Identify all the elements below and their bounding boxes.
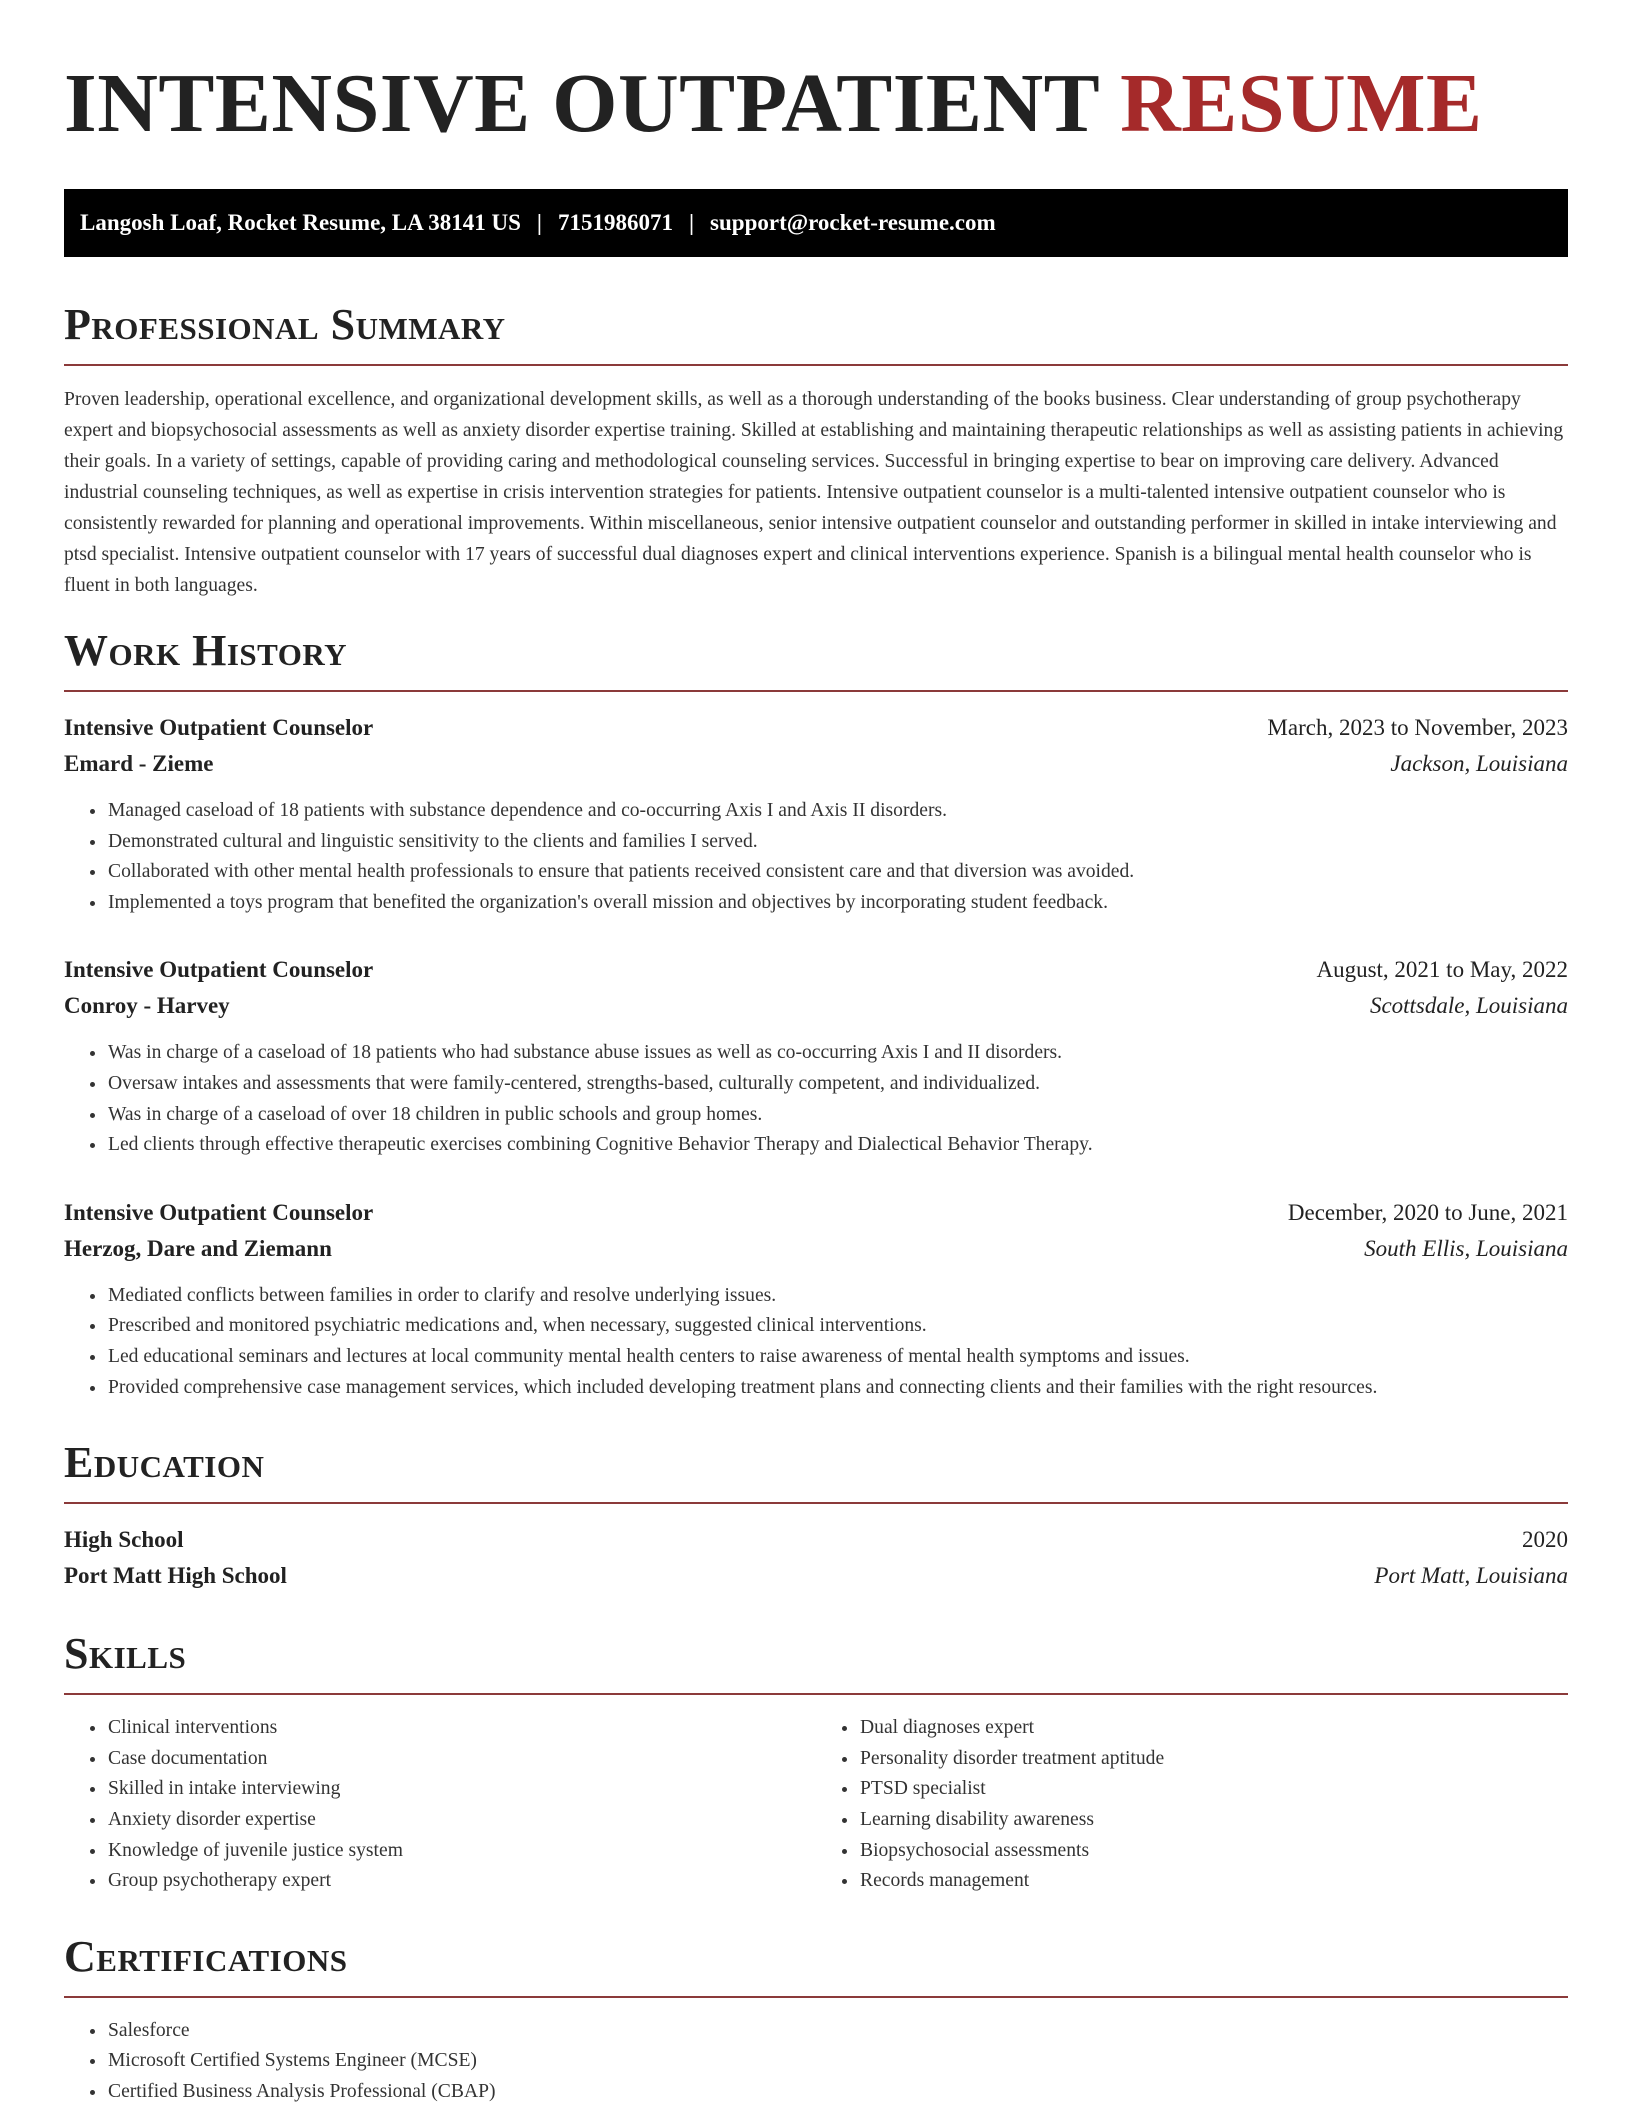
job-bullet: • Was in charge of a caseload of 18 patients who had substance abuse issues as well as co-occurring Axis I and II disorders.: [107, 1038, 1568, 1069]
skill-item: • Anxiety disorder expertise: [107, 1805, 816, 1836]
job-company: Conroy - Harvey: [64, 993, 230, 1019]
contact-bar: [64, 189, 1568, 257]
contact-separator: |: [688, 210, 695, 235]
job-title: Intensive Outpatient Counselor: [64, 715, 374, 740]
skill-item: • Skilled in intake interviewing: [107, 1774, 816, 1805]
contact-separator: |: [536, 210, 542, 235]
job-bullet: • Prescribed and monitored psychiatric medications and, when necessary, suggested clinical interventions.: [107, 1311, 1568, 1342]
skill-item: • Dual diagnoses expert: [859, 1713, 1568, 1744]
education-year: 2020: [1522, 1527, 1568, 1553]
job-company-row: [64, 746, 1568, 782]
title-accent: RESUME: [1120, 57, 1483, 150]
skill-item: • Case documentation: [107, 1744, 816, 1775]
job-header-row: [64, 710, 1568, 746]
job-bullet: • Oversaw intakes and assessments that were family-centered, strengths-based, culturally competent, and individualized.: [107, 1069, 1568, 1100]
education-school: Port Matt High School: [64, 1563, 287, 1589]
job-bullet: • Mediated conflicts between families in order to clarify and resolve underlying issues.: [107, 1281, 1568, 1312]
resume-title: [64, 58, 1568, 150]
education-heading: Education: [64, 1438, 265, 1488]
education-school-row: [64, 1558, 1568, 1594]
job-bullet: • Provided comprehensive case management services, which included developing treatment plans and connecting clients and their families with the right resources.: [107, 1373, 1568, 1404]
job-entry: [64, 1195, 1568, 1403]
job-company: Emard - Zieme: [64, 751, 214, 776]
skills-list-left: [64, 1713, 816, 1897]
job-dates: March, 2023 to November, 2023: [1267, 715, 1568, 740]
job-bullets: [64, 796, 1568, 918]
job-header-row: [64, 952, 1568, 988]
job-dates: December, 2020 to June, 2021: [1287, 1199, 1568, 1225]
section-divider: [64, 1996, 1568, 1998]
skill-item: • Clinical interventions: [107, 1713, 816, 1744]
skill-item: • Biopsychosocial assessments: [859, 1836, 1568, 1867]
education-location: Port Matt, Louisiana: [1374, 1563, 1568, 1589]
skill-item: • Personality disorder treatment aptitude: [859, 1744, 1568, 1775]
skill-item: • Records management: [859, 1866, 1568, 1897]
job-company: Herzog, Dare and Ziemann: [64, 1235, 332, 1261]
section-divider: [64, 1502, 1568, 1504]
job-bullet: • Led educational seminars and lectures at local community mental health centers to raise awareness of mental health symptoms and issues.: [107, 1342, 1568, 1373]
certifications-list: [64, 2016, 1568, 2108]
contact-phone: 7151986071: [557, 210, 673, 235]
job-bullet: • Demonstrated cultural and linguistic sensitivity to the clients and families I served.: [107, 827, 1568, 858]
certification-item: • Certified Business Analysis Professional (CBAP): [107, 2077, 1568, 2108]
certifications-heading: Certifications: [64, 1931, 348, 1981]
job-company-row: [64, 1231, 1568, 1267]
job-bullet: • Led clients through effective therapeutic exercises combining Cognitive Behavior Therapy and Dialectical Behavior Therapy.: [107, 1130, 1568, 1161]
job-bullet: • Managed caseload of 18 patients with substance dependence and co-occurring Axis I and Axis II disorders.: [107, 796, 1568, 827]
skill-item: • Group psychotherapy expert: [107, 1866, 816, 1897]
job-location: Scottsdale, Louisiana: [1369, 993, 1568, 1019]
job-bullet: • Implemented a toys program that benefited the organization's overall mission and objectives by incorporating student feedback.: [107, 888, 1568, 919]
education-header-row: [64, 1522, 1568, 1558]
job-entry: [64, 952, 1568, 1160]
skill-item: • Learning disability awareness: [859, 1805, 1568, 1836]
job-bullet: • Collaborated with other mental health professionals to ensure that patients received consistent care and that diversion was avoided.: [107, 857, 1568, 888]
section-divider: [64, 364, 1568, 366]
job-location: South Ellis, Louisiana: [1364, 1235, 1568, 1261]
summary-text: Proven leadership, operational excellence, and organizational development skills, as well as a thorough understanding of the books business. Clear understanding of group psychotherapy expert and biopsychosocial assessments as well as anxiety disorder expertise training. Skilled at establishing and maintaining therapeutic relationships as well as assisting patients in achieving their goals. In a variety of settings, capable of providing caring and methodological counseling services. Successful in bringing expertise to bear on improving care delivery. Advanced industrial counseling techniques, as well as expertise in crisis intervention strategies for patients. Intensive outpatient counselor is a multi-talented intensive outpatient counselor who is consistently rewarded for planning and operational improvements. Within miscellaneous, senior intensive outpatient counselor and outstanding performer in skilled in intake interviewing and ptsd specialist. Intensive outpatient counselor with 17 years of successful dual diagnoses expert and clinical interventions experience. Spanish is a bilingual mental health counselor who is fluent in both languages.: [64, 389, 1564, 596]
job-header-row: [64, 1195, 1568, 1231]
job-bullets: [64, 1038, 1568, 1160]
contact-email: support@rocket-resume.com: [710, 210, 996, 235]
job-bullets: [64, 1281, 1568, 1403]
work-history-heading: Work History: [64, 626, 348, 675]
skill-item: • PTSD specialist: [859, 1774, 1568, 1805]
job-entry: [64, 710, 1568, 918]
certification-item: • Microsoft Certified Systems Engineer (MCSE): [107, 2046, 1568, 2077]
job-company-row: [64, 988, 1568, 1024]
job-location: Jackson, Louisiana: [1390, 751, 1568, 776]
skill-item: • Knowledge of juvenile justice system: [107, 1836, 816, 1867]
section-divider: [64, 690, 1568, 692]
section-divider: [64, 1693, 1568, 1695]
title-main: INTENSIVE OUTPATIENT: [64, 57, 1099, 150]
skills-heading: Skills: [64, 1629, 187, 1679]
education-degree: High School: [64, 1527, 184, 1553]
job-title: Intensive Outpatient Counselor: [64, 1199, 374, 1225]
certification-item: • Salesforce: [107, 2016, 1568, 2047]
job-title: Intensive Outpatient Counselor: [64, 957, 374, 983]
skills-list-right: [816, 1713, 1568, 1897]
summary-heading: Professional Summary: [64, 300, 506, 349]
skills-columns: [64, 1713, 1568, 1897]
job-dates: August, 2021 to May, 2022: [1316, 957, 1568, 983]
job-bullet: • Was in charge of a caseload of over 18 children in public schools and group homes.: [107, 1100, 1568, 1131]
contact-address: Langosh Loaf, Rocket Resume, LA 38141 US: [80, 210, 521, 235]
